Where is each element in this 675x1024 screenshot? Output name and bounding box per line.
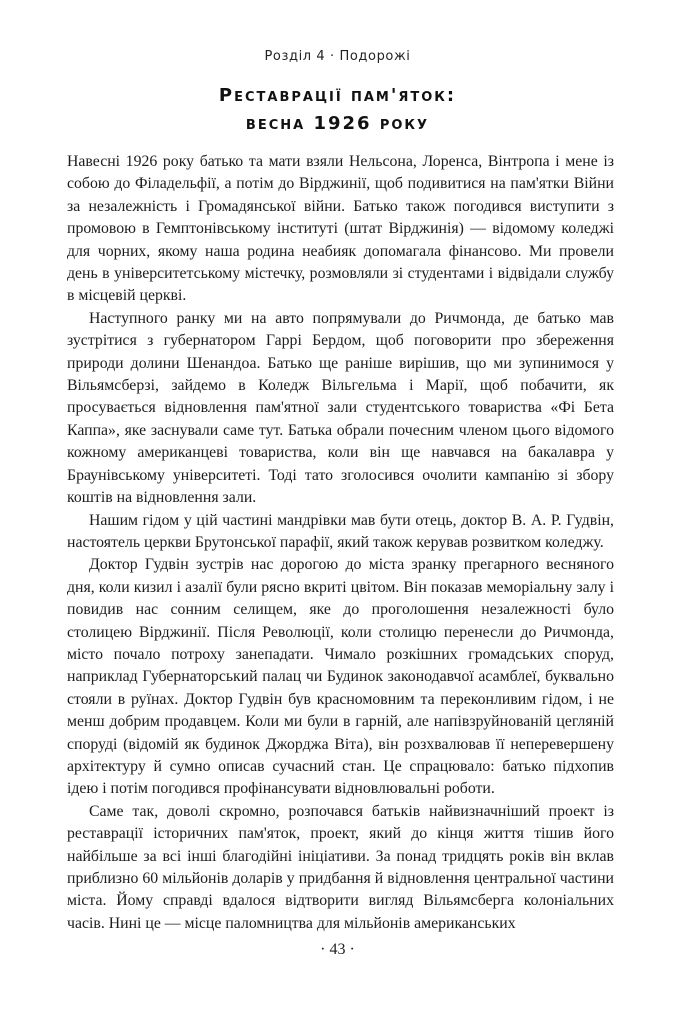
paragraph-5: Саме так, доволі скромно, розпочався батьків найвизначніший проект із реставрації історичних пам'яток, проект, який до кінця життя тішив його найбільше за всі інші благодійні ініціативи. За понад тридцять років він вклав приблизно 60 мільйонів доларів у придбання й відновлення центральної частини міста. Йому справді вдалося відтворити вигляд Вільямсберга колоніальних часів. Нині це — місце паломництва для мільйонів американських [67, 802, 614, 932]
page-number: · 43 · [320, 941, 355, 958]
chapter-title [0, 82, 675, 138]
paragraph-2: Наступного ранку ми на авто попрямували до Ричмонда, де батько мав зустрітися з губернатором Гаррі Бердом, щоб поговорити про збереження природи долини Шенандоа. Батько ще раніше вирішив, що ми зупинимося у Вільямсберзі, зайдемо в Коледж Вільгельма і Марії, щоб побачити, як просувається відновлення пам'ятної зали студентського товариства «Фі Бета Каппа», яке заснували саме тут. Батька обрали почесним членом цього відомого кожному американцеві товариства, коли він ще навчався на бакалавра у Браунівському університеті. Тоді тато зголосився очолити кампанію зі збору коштів на відновлення зали. [67, 309, 614, 507]
chapter-title-line-1: Реставрації пам'яток: [218, 85, 457, 106]
chapter-title-line-2: весна 1926 року [245, 113, 430, 134]
paragraph-4: Доктор Гудвін зустрів нас дорогою до міста зранку прегарного весняного дня, коли кизил і азалії були рясно вкриті цвітом. Він показав меморіальну залу і повидив нас сонним селищем, яке до проголошення незалежності було столицею Вірджинії. Після Революції, коли столицю перенесли до Ричмонда, місто почало потроху занепадати. Чимало розкішних громадських споруд, наприклад Губернаторський палац чи Будинок законодавчої асамблеї, буквально стояли в руїнах. Доктор Гудвін був красномовним та переконливим гідом, і не менш добрим продавцем. Коли ми були в гарній, але напівзруйнованій цегляній споруді (відомій як будинок Джорджа Віта), він розхвалював її неперевершену архітектуру й сумно описав сучасний стан. Це спрацювало: батько підхопив ідею і потім погодився профінансувати відновлювальні роботи. [67, 556, 614, 798]
body-text [67, 151, 614, 935]
paragraph-1: Навесні 1926 року батько та мати взяли Нельсона, Лоренса, Вінтропа і мене із собою до Філадельфії, а потім до Вірджинії, щоб подивитися на пам'ятки Війни за незалежність і Громадянської війни. Батько також погодився виступити з промовою в Гемптонівському інституті (штат Вірджинія) — відомому коледжі для чорних, якому наша родина неабияк допомагала фінансово. Ми провели день в університетському містечку, розмовляли зі студентами і відвідали службу в місцевій церкві. [67, 153, 614, 305]
paragraph-3: Нашим гідом у цій частині мандрівки мав бути отець, доктор В. А. Р. Гудвін, настоятель церкви Брутонської парафії, який також керував розвитком коледжу. [67, 511, 614, 551]
running-head: Розділ 4 · Подорожі [264, 49, 411, 64]
